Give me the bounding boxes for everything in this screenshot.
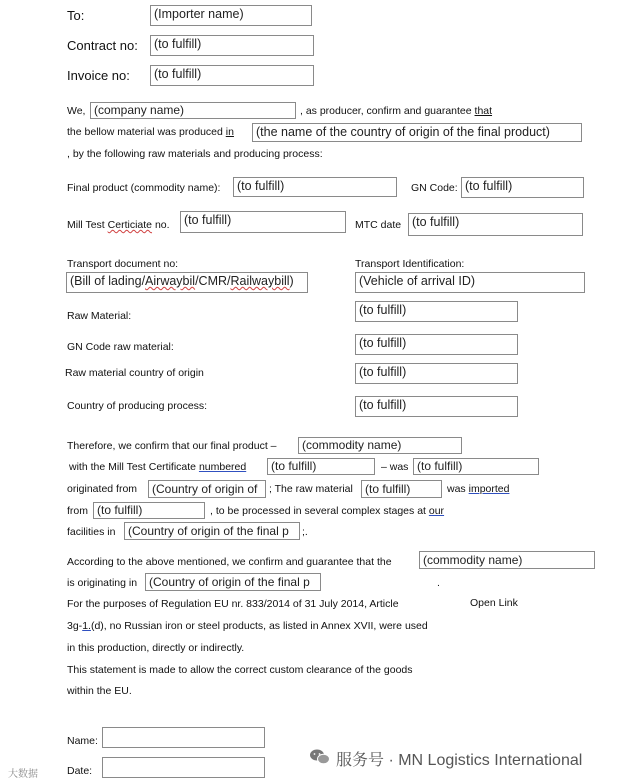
mtc-label — [67, 219, 170, 232]
was-imported-text — [447, 483, 509, 496]
doc-value-c: /CMR/ — [195, 274, 231, 288]
raw-material-field[interactable]: (to fulfill) — [355, 301, 518, 322]
therefore-text: Therefore, we confirm that our final product – — [67, 440, 277, 452]
doc-value-a: (Bill of lading/ — [70, 274, 146, 288]
gn-raw-label: GN Code raw material: — [67, 341, 174, 353]
imported-word: imported — [468, 483, 510, 495]
following-text: , by the following raw materials and producing process: — [67, 148, 323, 160]
mtc-label-b: Certiciate — [107, 219, 153, 231]
statement-text: This statement is made to allow the correct custom clearance of the goods — [67, 664, 413, 676]
to-label: To: — [67, 8, 85, 23]
wechat-icon — [309, 748, 331, 766]
in-word: in — [225, 126, 234, 138]
as-producer-text — [300, 105, 492, 118]
within-text: within the EU. — [67, 685, 132, 697]
was-word: was — [447, 483, 466, 495]
numbered-field[interactable]: (to fulfill) — [267, 458, 375, 475]
facilities-end: ;. — [302, 526, 308, 538]
mtc-label-c: no. — [154, 219, 170, 231]
facilities-field[interactable]: (Country of origin of the final p — [124, 522, 300, 540]
mtc-no-field[interactable]: (to fulfill) — [180, 211, 346, 233]
final-product-field[interactable]: (to fulfill) — [233, 177, 397, 197]
gn-code-label: GN Code: — [411, 182, 458, 194]
invoice-no-field[interactable]: (to fulfill) — [150, 65, 314, 86]
processed-text — [210, 505, 444, 518]
raw-material-confirm-field[interactable]: (to fulfill) — [361, 480, 442, 498]
gn-raw-field[interactable]: (to fulfill) — [355, 334, 518, 355]
article-c: (d), no Russian iron or steel products, as listed in Annex XVII, were used — [90, 620, 428, 632]
from-field[interactable]: (to fulfill) — [93, 502, 205, 519]
we-label: We, — [67, 105, 86, 117]
bellow-text — [67, 126, 234, 139]
article-text — [67, 620, 428, 633]
was-field[interactable]: (to fulfill) — [413, 458, 539, 475]
transport-id-field[interactable]: (Vehicle of arrival ID) — [355, 272, 585, 293]
country-of-origin-field[interactable]: (the name of the country of origin of the final product) — [252, 123, 582, 142]
company-name-field[interactable]: (company name) — [90, 102, 296, 119]
confirm-commodity-field[interactable]: (commodity name) — [298, 437, 462, 454]
numbered-word: numbered — [198, 461, 247, 473]
originating-end: . — [437, 577, 440, 589]
mill-text — [69, 461, 246, 474]
originated-field[interactable]: (Country of origin of — [148, 480, 266, 498]
mtc-date-field[interactable]: (to fulfill) — [408, 213, 583, 236]
doc-value-d: Railwaybill — [230, 274, 290, 288]
mill-phrase: with the Mill Test Certificate — [69, 461, 197, 473]
name-label: Name: — [67, 735, 98, 747]
invoice-label: Invoice no: — [67, 68, 130, 83]
raw-material-text: ; The raw material — [269, 483, 353, 495]
production-text: in this production, directly or indirectly. — [67, 642, 245, 654]
mtc-label-a: Mill Test — [67, 219, 105, 231]
contract-label: Contract no: — [67, 38, 138, 53]
processed-phrase: , to be processed in several complex stages at — [210, 505, 426, 517]
doc-value-b: Airwaybil — [145, 274, 196, 288]
facilities-text: facilities in — [67, 526, 116, 538]
transport-id-label: Transport Identification: — [355, 258, 465, 270]
from-text: from — [67, 505, 88, 517]
originated-text: originated from — [67, 483, 138, 495]
transport-doc-field[interactable] — [66, 272, 308, 293]
doc-value-e: ) — [289, 274, 294, 288]
date-label: Date: — [67, 765, 93, 777]
originating-field[interactable]: (Country of origin of the final p — [145, 573, 321, 591]
importer-name-field[interactable]: (Importer name) — [150, 5, 312, 26]
mtc-date-label: MTC date — [355, 219, 402, 231]
as-producer-phrase: , as producer, confirm and guarantee — [300, 105, 472, 117]
process-country-label: Country of producing process: — [67, 400, 208, 412]
raw-origin-label: Raw material country of origin — [65, 367, 204, 379]
that-word: that — [474, 105, 493, 117]
raw-material-label: Raw Material: — [67, 310, 132, 322]
name-field[interactable] — [102, 727, 265, 748]
watermark-text: 服务号 · MN Logistics International — [336, 752, 583, 769]
transport-doc-label: Transport document no: — [67, 258, 179, 270]
final-product-label: Final product (commodity name): — [67, 182, 221, 194]
purposes-text: For the purposes of Regulation EU nr. 833/2014 of 31 July 2014, Article — [67, 598, 399, 610]
our-word: our — [428, 505, 445, 517]
open-link[interactable]: Open Link — [470, 597, 518, 609]
according-text: According to the above mentioned, we confirm and guarantee that the — [67, 556, 392, 568]
raw-origin-field[interactable]: (to fulfill) — [355, 363, 518, 384]
guarantee-commodity-field[interactable]: (commodity name) — [419, 551, 595, 569]
article-a: 3g- — [67, 620, 83, 632]
bellow-phrase: the bellow material was produced — [67, 126, 223, 138]
corner-watermark: 大数据 — [8, 769, 38, 780]
date-field[interactable] — [102, 757, 265, 778]
contract-no-field[interactable]: (to fulfill) — [150, 35, 314, 56]
gn-code-field[interactable]: (to fulfill) — [461, 177, 584, 198]
originating-text: is originating in — [67, 577, 138, 589]
was-text: – was — [381, 461, 409, 473]
article-b: 1. — [82, 620, 91, 632]
process-country-field[interactable]: (to fulfill) — [355, 396, 518, 417]
